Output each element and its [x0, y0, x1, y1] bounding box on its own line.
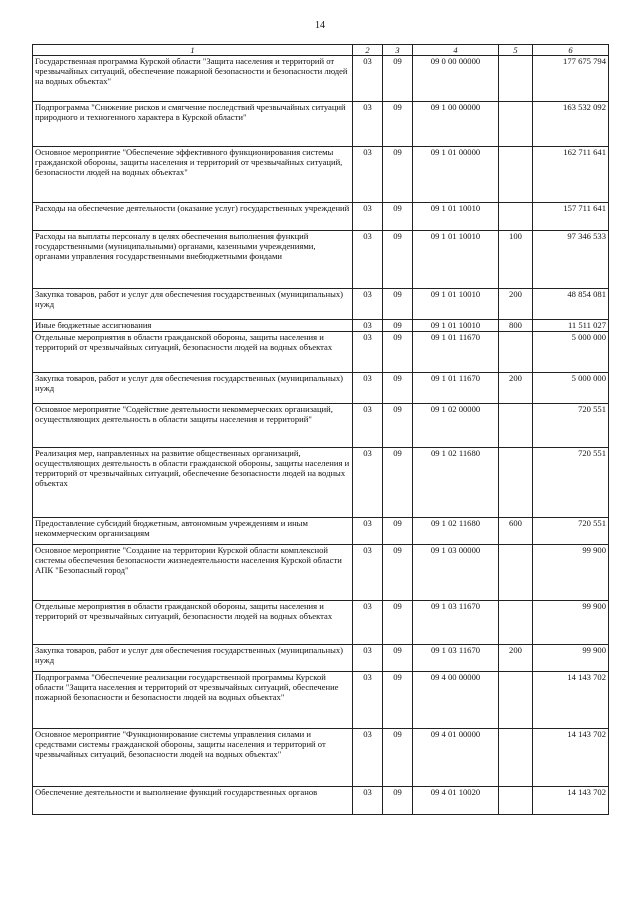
row-name: Расходы на обеспечение деятельности (оказание услуг) государственных учреждений: [33, 203, 353, 231]
row-name: Подпрограмма "Снижение рисков и смягчение последствий чрезвычайных ситуаций природного и техногенного характера в Курской области": [33, 102, 353, 147]
header-row: [33, 45, 609, 56]
row-expense-type: [499, 56, 533, 102]
row-subsection: 09: [383, 320, 413, 332]
row-amount: 720 551: [533, 448, 609, 518]
row-target-code: 09 0 00 00000: [413, 56, 499, 102]
table-row: [33, 645, 609, 672]
row-name: Государственная программа Курской области "Защита населения и территорий от чрезвычайных ситуаций, обеспечение пожарной безопасности и безопасности людей на водных объектах": [33, 56, 353, 102]
row-expense-type: [499, 672, 533, 729]
row-amount: 163 532 092: [533, 102, 609, 147]
row-section: 03: [353, 518, 383, 545]
row-target-code: 09 1 02 11680: [413, 448, 499, 518]
column-header: 2: [353, 45, 383, 56]
table-row: [33, 320, 609, 332]
row-amount: 5 000 000: [533, 373, 609, 404]
row-amount: 99 900: [533, 601, 609, 645]
row-amount: 14 143 702: [533, 729, 609, 787]
row-subsection: 09: [383, 147, 413, 203]
row-name: Закупка товаров, работ и услуг для обеспечения государственных (муниципальных) нужд: [33, 373, 353, 404]
column-header: 4: [413, 45, 499, 56]
row-amount: 14 143 702: [533, 787, 609, 815]
row-section: 03: [353, 56, 383, 102]
row-expense-type: [499, 448, 533, 518]
row-amount: 99 900: [533, 645, 609, 672]
row-target-code: 09 1 01 10010: [413, 320, 499, 332]
table-row: [33, 102, 609, 147]
row-amount: 5 000 000: [533, 332, 609, 373]
row-amount: 162 711 641: [533, 147, 609, 203]
row-expense-type: [499, 332, 533, 373]
row-target-code: 09 1 01 10010: [413, 231, 499, 289]
row-section: 03: [353, 320, 383, 332]
row-name: Реализация мер, направленных на развитие общественных организаций, осуществляющих деятельность в области гражданской обороны, защиты населения и территорий от чрезвычайных ситуаций, обеспечение безопасности людей на водных объектах: [33, 448, 353, 518]
row-section: 03: [353, 787, 383, 815]
table-row: [33, 56, 609, 102]
row-subsection: 09: [383, 448, 413, 518]
row-section: 03: [353, 231, 383, 289]
row-amount: 48 854 081: [533, 289, 609, 320]
row-amount: 157 711 641: [533, 203, 609, 231]
table-row: [33, 518, 609, 545]
row-name: Расходы на выплаты персоналу в целях обеспечения выполнения функций государственными (муниципальными) органами, казенными учреждениями, органами управления государственными внебюджетными фондами: [33, 231, 353, 289]
row-subsection: 09: [383, 203, 413, 231]
row-section: 03: [353, 645, 383, 672]
row-name: Основное мероприятие "Обеспечение эффективного функционирования системы гражданской обороны, защиты населения и территорий от чрезвычайных ситуаций, безопасности людей на водных объектах": [33, 147, 353, 203]
table-row: [33, 147, 609, 203]
row-amount: 11 511 027: [533, 320, 609, 332]
row-name: Обеспечение деятельности и выполнение функций государственных органов: [33, 787, 353, 815]
row-expense-type: [499, 404, 533, 448]
table-row: [33, 404, 609, 448]
column-header: 6: [533, 45, 609, 56]
row-name: Предоставление субсидий бюджетным, автономным учреждениям и иным некоммерческим организациям: [33, 518, 353, 545]
row-subsection: 09: [383, 787, 413, 815]
table-row: [33, 203, 609, 231]
table-row: [33, 332, 609, 373]
row-subsection: 09: [383, 601, 413, 645]
row-target-code: 09 1 02 11680: [413, 518, 499, 545]
row-section: 03: [353, 729, 383, 787]
row-name: Основное мероприятие "Содействие деятельности некоммерческих организаций, осуществляющих деятельность в области защиты населения и территорий": [33, 404, 353, 448]
row-target-code: 09 1 00 00000: [413, 102, 499, 147]
row-expense-type: [499, 545, 533, 601]
row-subsection: 09: [383, 289, 413, 320]
row-section: 03: [353, 147, 383, 203]
row-subsection: 09: [383, 373, 413, 404]
row-name: Основное мероприятие "Создание на территории Курской области комплексной системы обеспечения безопасности жизнедеятельности населения Курской области АПК "Безопасный город": [33, 545, 353, 601]
row-subsection: 09: [383, 56, 413, 102]
row-target-code: 09 4 01 00000: [413, 729, 499, 787]
page-number: 14: [315, 20, 325, 31]
row-amount: 97 346 533: [533, 231, 609, 289]
row-section: 03: [353, 404, 383, 448]
row-name: Отдельные мероприятия в области гражданской обороны, защиты населения и территорий от чрезвычайных ситуаций, безопасности людей на водных объектах: [33, 332, 353, 373]
row-target-code: 09 1 02 00000: [413, 404, 499, 448]
table-row: [33, 545, 609, 601]
row-subsection: 09: [383, 102, 413, 147]
row-subsection: 09: [383, 231, 413, 289]
table-row: [33, 601, 609, 645]
row-expense-type: [499, 102, 533, 147]
table-row: [33, 373, 609, 404]
row-expense-type: [499, 787, 533, 815]
row-target-code: 09 4 00 00000: [413, 672, 499, 729]
row-section: 03: [353, 203, 383, 231]
row-subsection: 09: [383, 332, 413, 373]
row-subsection: 09: [383, 518, 413, 545]
row-target-code: 09 4 01 10020: [413, 787, 499, 815]
row-expense-type: 100: [499, 231, 533, 289]
row-section: 03: [353, 448, 383, 518]
row-expense-type: [499, 601, 533, 645]
row-section: 03: [353, 601, 383, 645]
row-subsection: 09: [383, 404, 413, 448]
row-expense-type: [499, 203, 533, 231]
row-expense-type: 600: [499, 518, 533, 545]
table-row: [33, 729, 609, 787]
row-section: 03: [353, 545, 383, 601]
row-section: 03: [353, 102, 383, 147]
column-header: 5: [499, 45, 533, 56]
row-name: Закупка товаров, работ и услуг для обеспечения государственных (муниципальных) нужд: [33, 289, 353, 320]
row-section: 03: [353, 289, 383, 320]
row-target-code: 09 1 03 11670: [413, 601, 499, 645]
row-amount: 14 143 702: [533, 672, 609, 729]
column-header: 1: [33, 45, 353, 56]
row-target-code: 09 1 01 11670: [413, 332, 499, 373]
column-header: 3: [383, 45, 413, 56]
row-expense-type: [499, 729, 533, 787]
row-subsection: 09: [383, 645, 413, 672]
row-expense-type: [499, 147, 533, 203]
row-subsection: 09: [383, 672, 413, 729]
row-amount: 720 551: [533, 518, 609, 545]
row-expense-type: 200: [499, 289, 533, 320]
row-section: 03: [353, 672, 383, 729]
row-subsection: 09: [383, 729, 413, 787]
row-target-code: 09 1 01 10010: [413, 289, 499, 320]
row-section: 03: [353, 332, 383, 373]
row-name: Подпрограмма "Обеспечение реализации государственной программы Курской области "Защита населения и территорий от чрезвычайных ситуаций, обеспечение пожарной безопасности и безопасности людей на водных объектах": [33, 672, 353, 729]
row-amount: 720 551: [533, 404, 609, 448]
row-target-code: 09 1 03 11670: [413, 645, 499, 672]
budget-table: [32, 44, 609, 815]
row-expense-type: 200: [499, 373, 533, 404]
table-row: [33, 231, 609, 289]
row-name: Иные бюджетные ассигнования: [33, 320, 353, 332]
row-name: Основное мероприятие "Функционирование системы управления силами и средствами системы гражданской обороны, защиты населения и территорий от чрезвычайных ситуаций, безопасности людей на водных объектах": [33, 729, 353, 787]
table-row: [33, 672, 609, 729]
row-target-code: 09 1 01 00000: [413, 147, 499, 203]
row-target-code: 09 1 01 10010: [413, 203, 499, 231]
row-target-code: 09 1 01 11670: [413, 373, 499, 404]
row-subsection: 09: [383, 545, 413, 601]
table-row: [33, 289, 609, 320]
row-target-code: 09 1 03 00000: [413, 545, 499, 601]
row-name: Закупка товаров, работ и услуг для обеспечения государственных (муниципальных) нужд: [33, 645, 353, 672]
row-name: Отдельные мероприятия в области гражданской обороны, защиты населения и территорий от чрезвычайных ситуаций, безопасности людей на водных объектах: [33, 601, 353, 645]
row-expense-type: 200: [499, 645, 533, 672]
row-section: 03: [353, 373, 383, 404]
table-row: [33, 448, 609, 518]
row-amount: 177 675 794: [533, 56, 609, 102]
table-row: [33, 787, 609, 815]
row-expense-type: 800: [499, 320, 533, 332]
row-amount: 99 900: [533, 545, 609, 601]
